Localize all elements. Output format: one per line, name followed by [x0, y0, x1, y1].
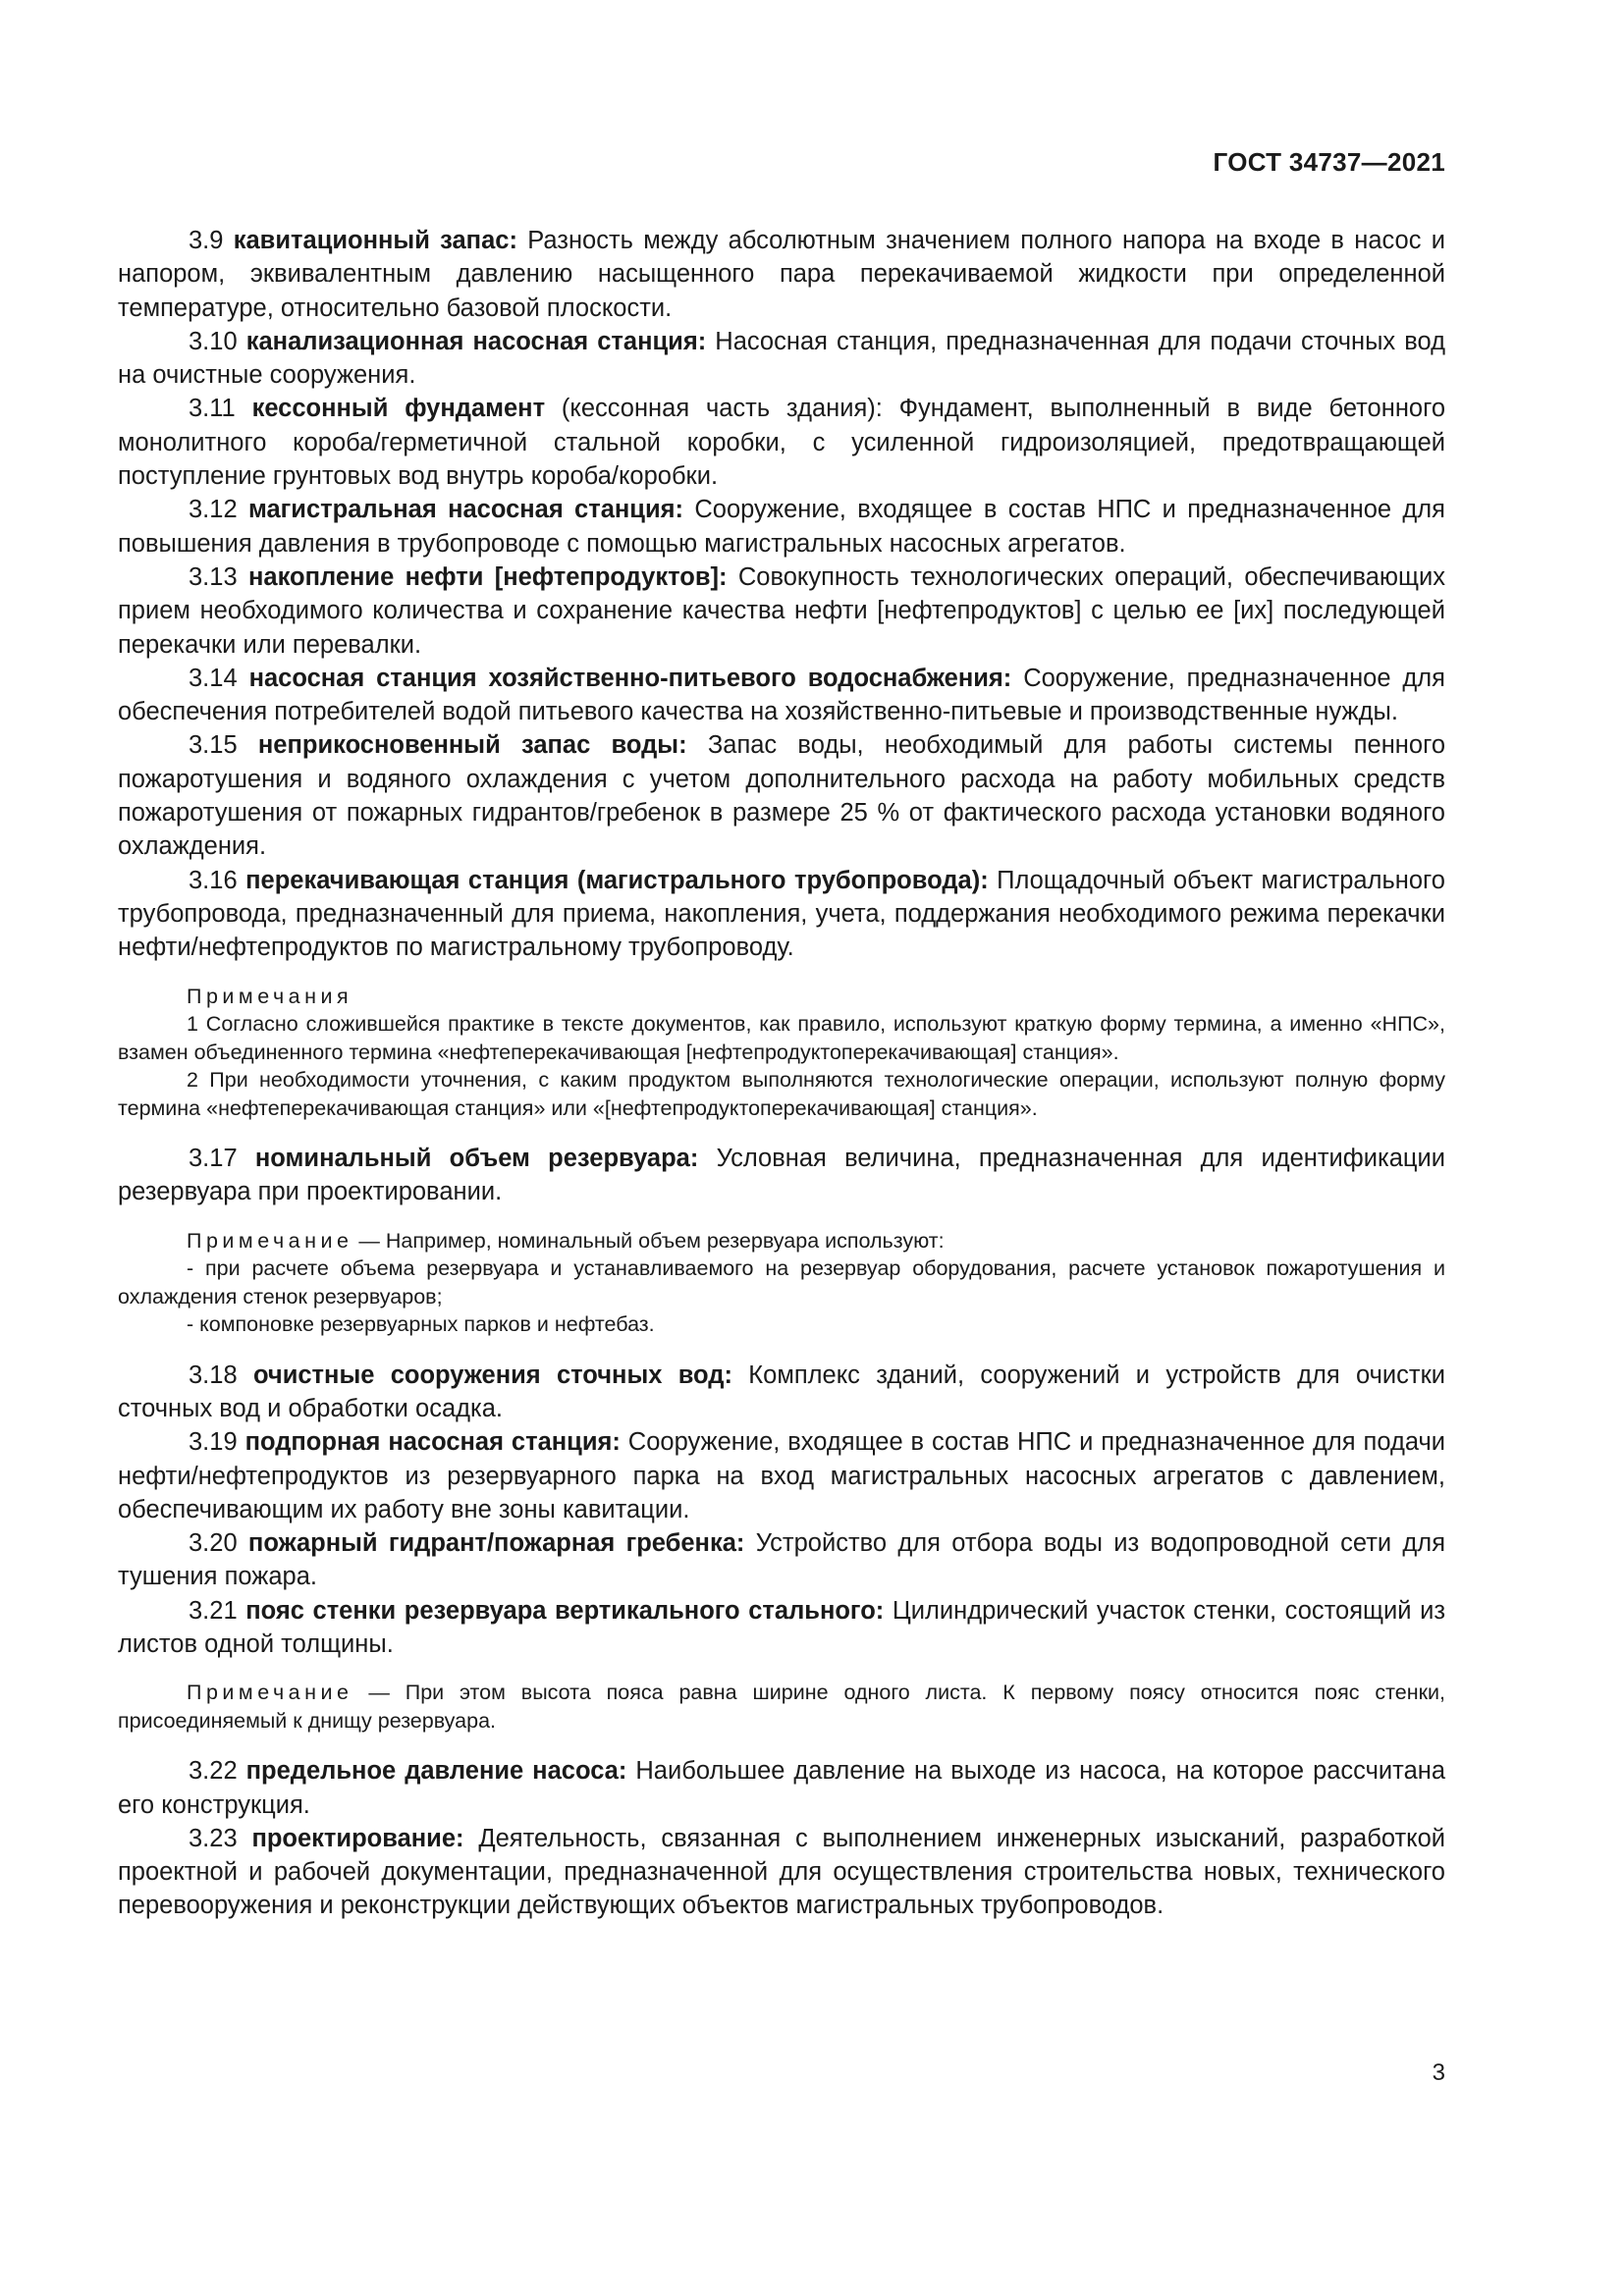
- term-definition: Цилиндрический участок стенки, состоящий из листов одной толщины.: [118, 1596, 1446, 1658]
- page-number: 3: [1432, 2059, 1445, 2086]
- term-name: предельное давление насоса:: [245, 1757, 627, 1786]
- term-definition: Насосная станция, предназначенная для подачи сточных вод на очистные сооружения.: [118, 327, 1445, 390]
- term-name: магистральная насосная станция:: [247, 496, 684, 524]
- term-number: 3.11: [189, 395, 236, 423]
- note-list-item: - компоновке резервуарных парков и нефтебаз.: [187, 1312, 655, 1337]
- term-3-13: [118, 561, 1445, 662]
- standard-header: ГОСТ 34737—2021: [1213, 147, 1445, 177]
- note-title: Примечание: [187, 1681, 353, 1705]
- note-text: — Например, номинальный объем резервуара используют:: [352, 1228, 945, 1253]
- notes-title: Примечания: [187, 984, 353, 1008]
- term-number: 3.19: [189, 1428, 238, 1457]
- term-3-21: [118, 1594, 1445, 1662]
- term-number: 3.21: [189, 1596, 238, 1625]
- term-name: проектирование:: [251, 1824, 464, 1852]
- term-number: 3.13: [189, 562, 238, 591]
- term-3-23: [118, 1822, 1445, 1923]
- note-item: [118, 1679, 1445, 1735]
- term-number: 3.17: [189, 1145, 238, 1173]
- term-name: перекачивающая станция (магистрального трубопровода):: [245, 866, 989, 894]
- term-definition: Наибольшее давление на выходе из насоса, на которое рассчитана его конструкция.: [118, 1757, 1446, 1819]
- term-name: канализационная насосная станция:: [245, 327, 707, 355]
- term-number: 3.10: [189, 327, 238, 355]
- term-definition: Условная величина, предназначенная для идентификации резервуара при проектировании.: [118, 1145, 1445, 1206]
- term-3-14: [118, 662, 1445, 729]
- term-number: 3.14: [189, 664, 238, 692]
- term-number: 3.9: [189, 227, 224, 254]
- note-text: — При этом высота пояса равна ширине одного листа. К первому поясу относится пояс стенки, присоединяемый к днищу резервуара.: [118, 1681, 1445, 1733]
- term-3-18: [118, 1359, 1445, 1426]
- term-3-17: [118, 1142, 1445, 1209]
- term-name: очистные сооружения сточных вод:: [252, 1361, 732, 1389]
- term-number: 3.20: [189, 1529, 238, 1558]
- term-3-16: [118, 864, 1445, 965]
- term-name: подпорная насосная станция:: [244, 1428, 621, 1457]
- note-item: 1 Согласно сложившейся практике в тексте документов, как правило, используют краткую форму термина, а именно «НПС», взамен объединенного термина «нефтеперекачивающая [нефтепродуктоперекачивающая] станция».: [118, 1012, 1445, 1064]
- term-name: насосная станция хозяйственно-питьевого водоснабжения:: [248, 664, 1012, 692]
- term-definition: Сооружение, предназначенное для обеспечения потребителей водой питьевого качества на хозяйственно-питьевые и производственные нужды.: [118, 664, 1445, 726]
- notes-3-16: [118, 983, 1445, 1123]
- term-3-10: [118, 325, 1445, 393]
- term-definition: Разность между абсолютным значением полного напора на входе в насос и напором, эквивалентным давлению насыщенного пара перекачиваемой жидкости при определенной температуре, относительно базовой плоскости.: [118, 227, 1445, 322]
- term-definition: Устройство для отбора воды из водопроводной сети для тушения пожара.: [118, 1529, 1445, 1591]
- note-list-item: - при расчете объема резервуара и устанавливаемого на резервуар оборудования, расчете установок пожаротушения и охлаждения стенок резервуаров;: [118, 1256, 1445, 1308]
- term-name: накопление нефти [нефтепродуктов]:: [248, 562, 728, 591]
- note-3-21: [118, 1679, 1445, 1735]
- term-number: 3.23: [189, 1824, 238, 1852]
- term-definition: Деятельность, связанная с выполнением инженерных изысканий, разработкой проектной и рабочей документации, предназначенной для осуществления строительства новых, технического перевооружения и реконструкции действующих объектов магистральных трубопроводов.: [118, 1824, 1445, 1920]
- term-name: пояс стенки резервуара вертикального стального:: [245, 1596, 885, 1625]
- term-name: пожарный гидрант/пожарная гребенка:: [247, 1529, 745, 1558]
- term-name: номинальный объем резервуара:: [254, 1145, 699, 1173]
- note-item: 2 При необходимости уточнения, с каким продуктом выполняются технологические операции, используют полную форму термина «нефтеперекачивающая станция» или «[нефтепродуктоперекачивающая] станция».: [118, 1068, 1445, 1120]
- note-item: [118, 1227, 1445, 1255]
- term-3-15: [118, 728, 1445, 863]
- term-definition: Сооружение, входящее в состав НПС и предназначенное для повышения давления в трубопроводе с помощью магистральных насосных агрегатов.: [118, 496, 1445, 558]
- term-3-22: [118, 1754, 1445, 1822]
- term-name: кавитационный запас:: [233, 227, 517, 254]
- term-number: 3.15: [189, 731, 238, 760]
- term-number: 3.16: [189, 866, 238, 894]
- note-title: Примечание: [187, 1228, 353, 1253]
- term-3-11: [118, 392, 1445, 493]
- term-definition: Комплекс зданий, сооружений и устройств для очистки сточных вод и обработки осадка.: [118, 1361, 1445, 1422]
- term-name: кессонный фундамент: [251, 395, 546, 423]
- document-page: [118, 0, 1445, 2296]
- term-3-12: [118, 493, 1445, 561]
- note-3-17: [118, 1227, 1445, 1339]
- term-3-9: [118, 224, 1445, 325]
- term-3-20: [118, 1526, 1445, 1594]
- term-number: 3.18: [189, 1361, 238, 1389]
- term-3-19: [118, 1425, 1445, 1526]
- term-definition: Совокупность технологических операций, обеспечивающих прием необходимого количества и сохранение качества нефти [нефтепродуктов] с целью ее [их] последующей перекачки или перевалки.: [118, 562, 1445, 659]
- term-number: 3.12: [189, 496, 238, 524]
- terms-section: [118, 224, 1445, 1923]
- term-name: неприкосновенный запас воды:: [257, 731, 687, 760]
- term-number: 3.22: [189, 1757, 238, 1786]
- term-definition: Площадочный объект магистрального трубопровода, предназначенный для приема, накопления, учета, поддержания необходимого режима перекачки нефти/нефтепродуктов по магистральному трубопроводу.: [118, 866, 1445, 962]
- term-definition: Запас воды, необходимый для работы системы пенного пожаротушения и водяного охлаждения с учетом дополнительного расхода на работу мобильных средств пожаротушения от пожарных гидрантов/гребенок в размере 25 % от фактического расхода установки водяного охлаждения.: [118, 731, 1445, 861]
- term-definition: (кессонная часть здания): Фундамент, выполненный в виде бетонного монолитного короба/герметичной стальной коробки, с усиленной гидроизоляцией, предотвращающей поступление грунтовых вод внутрь короба/коробки.: [118, 395, 1445, 491]
- term-definition: Сооружение, входящее в состав НПС и предназначенное для подачи нефти/нефтепродуктов из резервуарного парка на вход магистральных насосных агрегатов с давлением, обеспечивающим их работу вне зоны кавитации.: [118, 1428, 1445, 1523]
